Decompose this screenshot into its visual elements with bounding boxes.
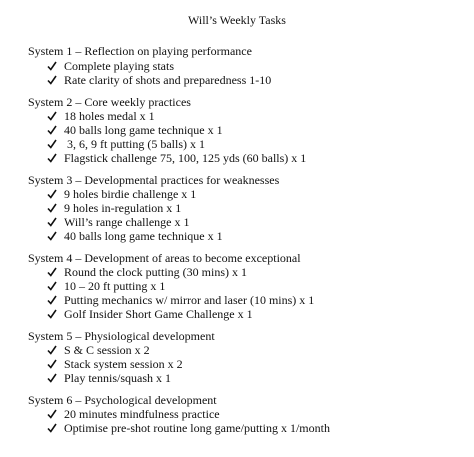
checkmark-icon (47, 279, 57, 293)
task-label: Golf Insider Short Game Challenge x 1 (64, 307, 253, 321)
list-item (47, 279, 165, 293)
checkmark-icon (47, 73, 57, 87)
checkmark-icon (47, 343, 57, 357)
system-3-heading: System 3 – Developmental practices for weaknesses (28, 173, 280, 187)
checkmark-icon (47, 371, 57, 385)
checkmark-icon (47, 407, 57, 421)
task-label: Will’s range challenge x 1 (64, 215, 190, 229)
task-label: 3, 6, 9 ft putting (5 balls) x 1 (64, 137, 205, 151)
system-1-heading: System 1 – Reflection on playing performance (28, 44, 252, 58)
list-item (47, 215, 189, 229)
list-item (47, 357, 183, 371)
task-label: 20 minutes mindfulness practice (64, 407, 220, 421)
list-item (47, 407, 220, 421)
list-item (47, 307, 253, 321)
checkmark-icon (47, 187, 57, 201)
task-label: Optimise pre-shot routine long game/putting x 1/month (64, 421, 330, 435)
system-5-heading: System 5 – Physiological development (28, 329, 215, 343)
list-item (47, 343, 150, 357)
list-item (47, 59, 174, 73)
checkmark-icon (47, 307, 57, 321)
task-label: 18 holes medal x 1 (64, 109, 155, 123)
checkmark-icon (47, 109, 57, 123)
list-item (47, 371, 171, 385)
list-item (47, 201, 181, 215)
task-label: Stack system session x 2 (64, 357, 183, 371)
task-label: Putting mechanics w/ mirror and laser (10 mins) x 1 (64, 293, 315, 307)
list-item (47, 229, 223, 243)
list-item (47, 151, 306, 165)
system-4-heading: System 4 – Development of areas to become exceptional (28, 251, 301, 265)
checkmark-icon (47, 215, 57, 229)
checkmark-icon (47, 421, 57, 435)
task-label: Round the clock putting (30 mins) x 1 (64, 265, 247, 279)
task-label: 9 holes birdie challenge x 1 (64, 187, 197, 201)
task-label: S & C session x 2 (64, 343, 150, 357)
task-label: 40 balls long game technique x 1 (64, 229, 223, 243)
task-label: Flagstick challenge 75, 100, 125 yds (60 balls) x 1 (64, 151, 307, 165)
task-label: 9 holes in-regulation x 1 (64, 201, 182, 215)
page-title: Will’s Weekly Tasks (188, 13, 286, 27)
list-item (47, 73, 271, 87)
list-item (47, 265, 247, 279)
checkmark-icon (47, 265, 57, 279)
task-label: Complete playing stats (64, 59, 174, 73)
checkmark-icon (47, 151, 57, 165)
list-item (47, 137, 205, 151)
checkmark-icon (47, 137, 57, 151)
list-item (47, 293, 314, 307)
system-2-heading: System 2 – Core weekly practices (28, 95, 191, 109)
task-label: Rate clarity of shots and preparedness 1-10 (64, 73, 272, 87)
list-item (47, 109, 155, 123)
checkmark-icon (47, 201, 57, 215)
checkmark-icon (47, 357, 57, 371)
system-6-heading: System 6 – Psychological development (28, 393, 217, 407)
task-label: 40 balls long game technique x 1 (64, 123, 223, 137)
list-item (47, 421, 330, 435)
checkmark-icon (47, 229, 57, 243)
checkmark-icon (47, 123, 57, 137)
task-label: Play tennis/squash x 1 (64, 371, 171, 385)
checkmark-icon (47, 293, 57, 307)
task-label: 10 – 20 ft putting x 1 (64, 279, 166, 293)
list-item (47, 187, 196, 201)
list-item (47, 123, 223, 137)
checkmark-icon (47, 59, 57, 73)
